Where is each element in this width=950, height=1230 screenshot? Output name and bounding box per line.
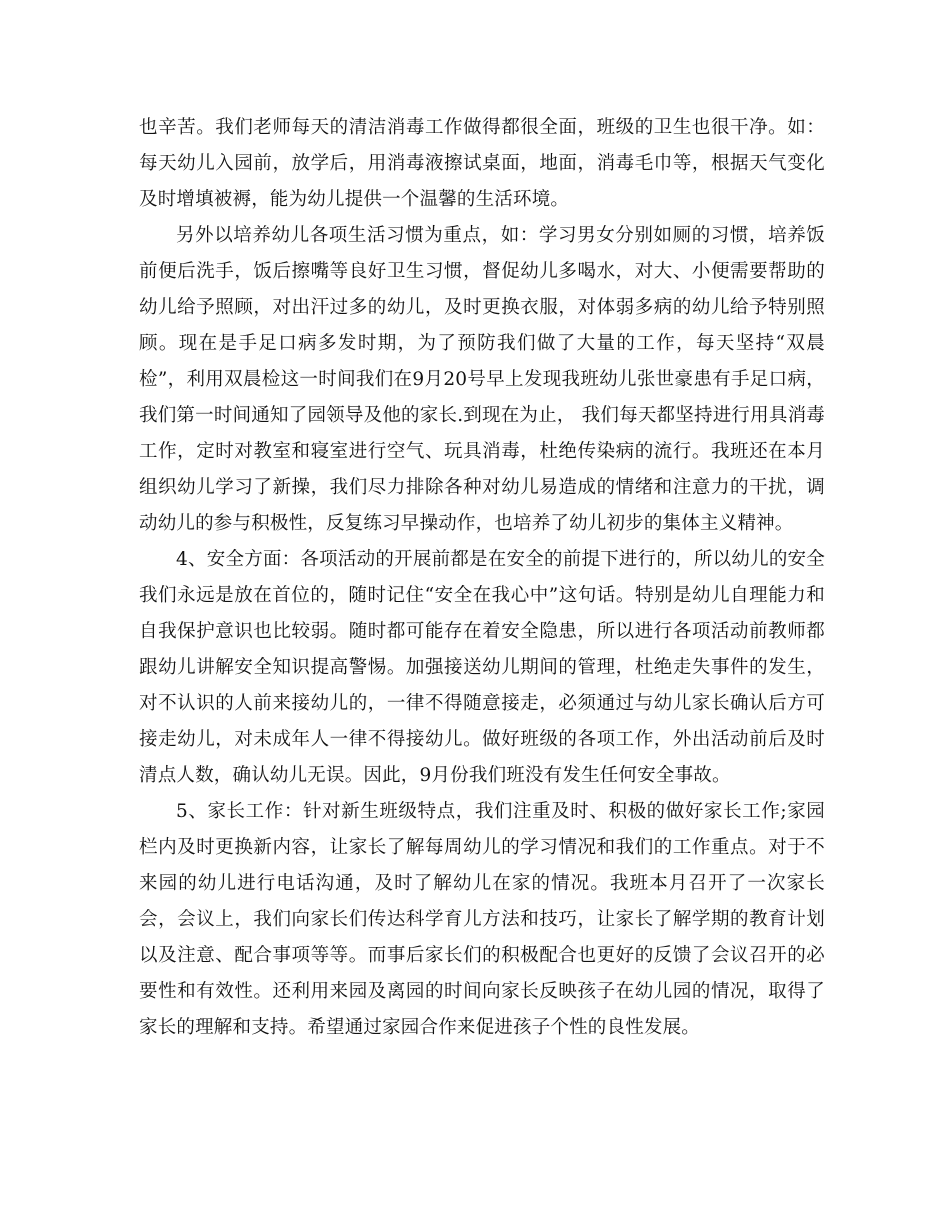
paragraph-parent-work: 5、家长工作：针对新生班级特点，我们注重及时、积极的做好家长工作;家园栏内及时更换新内容，让家长了解每周幼儿的学习情况和我们的工作重点。对于不来园的幼儿进行电话沟通，及时了解幼儿在家的情况。我班本月召开了一次家长会，会议上，我们向家长们传达科学育儿方法和技巧，让家长了解学期的教育计划以及注意、配合事项等等。而事后家长们的积极配合也更好的反馈了会议召开的必要性和有效性。还利用来园及离园的时间向家长反映孩子在幼儿园的情况，取得了家长的理解和支持。希望通过家园合作来促进孩子个性的良性发展。	[139, 801, 825, 1038]
paragraph-safety: 4、安全方面：各项活动的开展前都是在安全的前提下进行的，所以幼儿的安全我们永远是放在首位的，随时记住“安全在我心中”这句话。特别是幼儿自理能力和自我保护意识也比较弱。随时都可能存在着安全隐患，所以进行各项活动前教师都跟幼儿讲解安全知识提高警惕。加强接送幼儿期间的管理，杜绝走失事件的发生，对不认识的人前来接幼儿的，一律不得随意接走，必须通过与幼儿家长确认后方可接走幼儿，对未成年人一律不得接幼儿。做好班级的各项工作，外出活动前后及时清点人数，确认幼儿无误。因此，9月份我们班没有发生任何安全事故。	[139, 549, 825, 786]
paragraph-hygiene-continued: 也辛苦。我们老师每天的清洁消毒工作做得都很全面，班级的卫生也很干净。如：每天幼儿入园前，放学后，用消毒液擦试桌面，地面，消毒毛巾等，根据天气变化及时增填被褥，能为幼儿提供一个温馨的生活环境。	[139, 117, 825, 210]
document-page	[139, 110, 825, 1046]
paragraph-living-habits: 另外以培养幼儿各项生活习惯为重点，如：学习男女分别如厕的习惯，培养饭前便后洗手，饭后擦嘴等良好卫生习惯，督促幼儿多喝水，对大、小便需要帮助的幼儿给予照顾，对出汗过多的幼儿，及时更换衣服，对体弱多病的幼儿给予特别照顾。现在是手足口病多发时期，为了预防我们做了大量的工作，每天坚持“双晨检”，利用双晨检这一时间我们在9月20号早上发现我班幼儿张世豪患有手足口病，我们第一时间通知了园领导及他的家长.到现在为止， 我们每天都坚持进行用具消毒工作，定时对教室和寝室进行空气、玩具消毒，杜绝传染病的流行。我班还在本月组织幼儿学习了新操，我们尽力排除各种对幼儿易造成的情绪和注意力的干扰，调动幼儿的参与积极性，反复练习早操动作，也培养了幼儿初步的集体主义精神。	[139, 225, 825, 534]
